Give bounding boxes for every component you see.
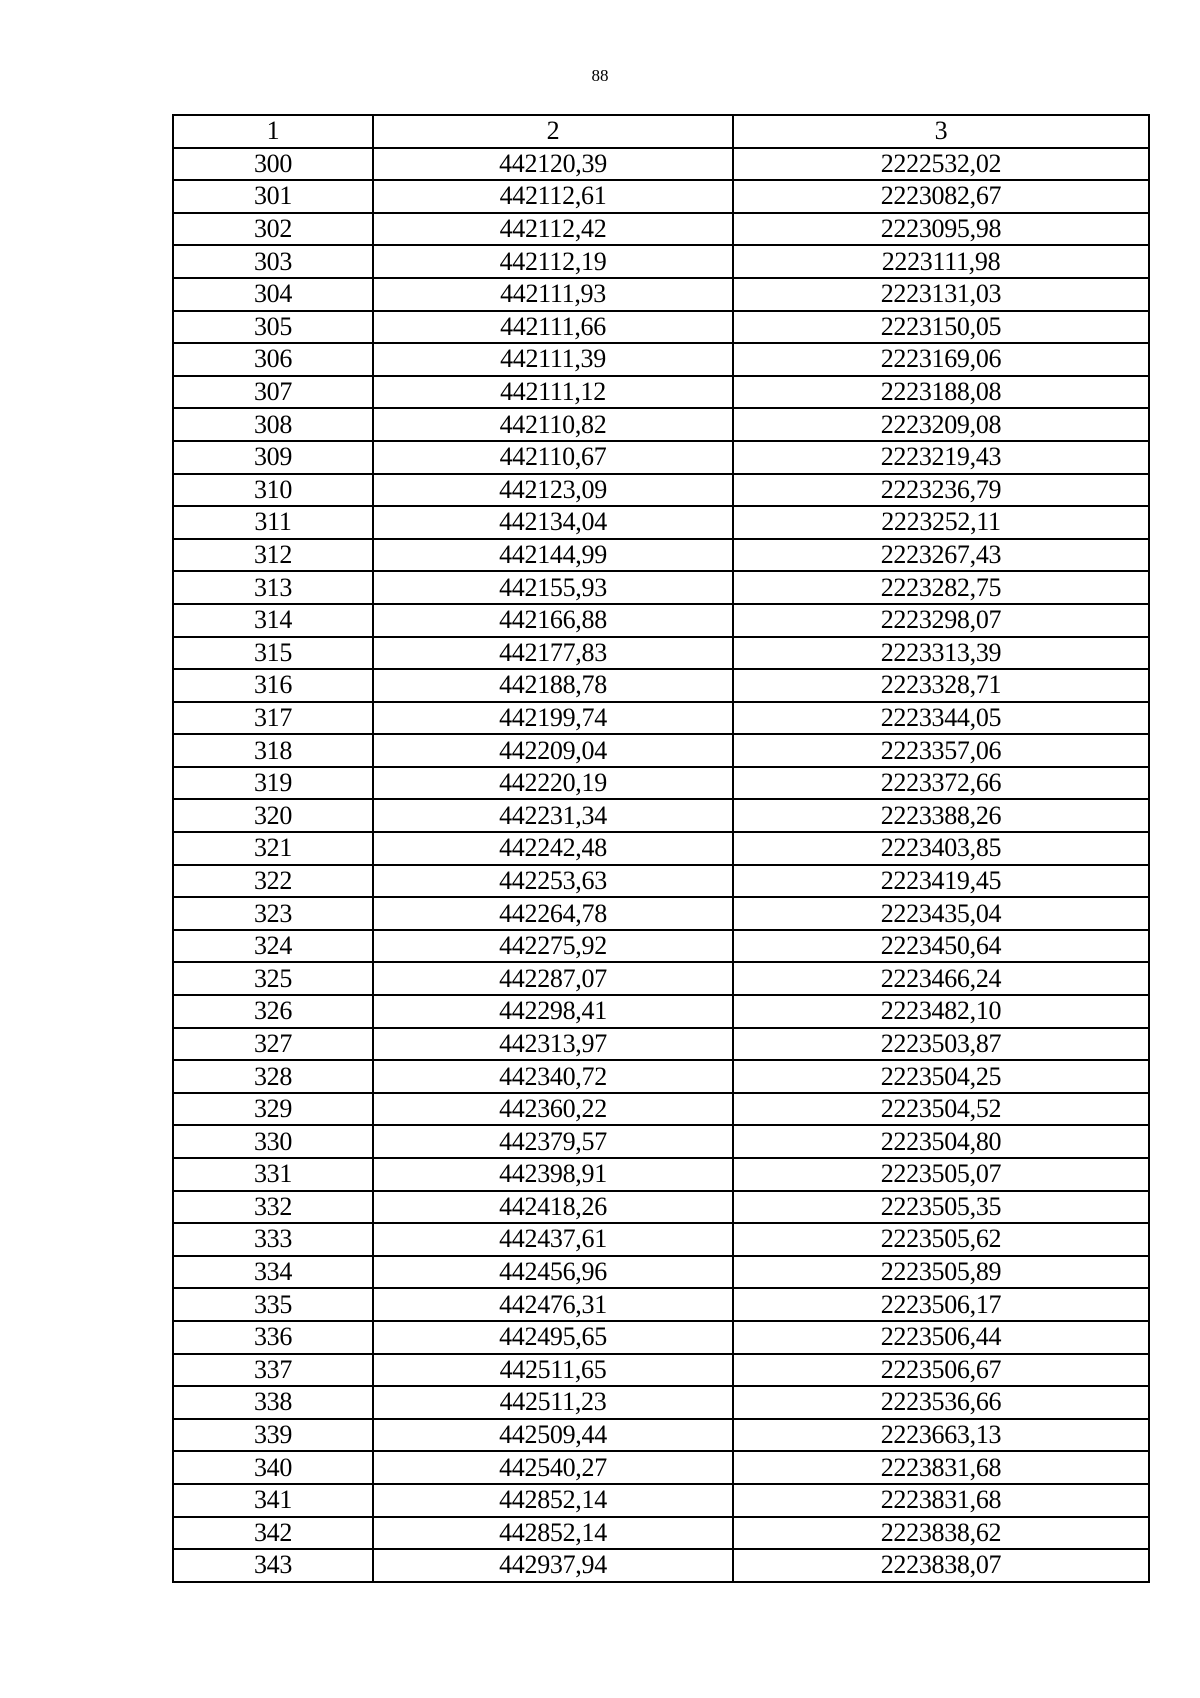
table-row [173, 1386, 1149, 1419]
y-coordinate-cell: 2223504,52 [733, 1093, 1149, 1126]
x-coordinate-cell: 442199,74 [373, 702, 733, 735]
x-coordinate-cell: 442937,94 [373, 1549, 733, 1582]
point-number-cell: 326 [173, 995, 373, 1028]
x-coordinate-cell: 442264,78 [373, 897, 733, 930]
point-number-cell: 307 [173, 376, 373, 409]
point-number-cell: 327 [173, 1028, 373, 1061]
point-number-cell: 321 [173, 832, 373, 865]
table-row [173, 278, 1149, 311]
x-coordinate-cell: 442144,99 [373, 539, 733, 572]
y-coordinate-cell: 2223188,08 [733, 376, 1149, 409]
x-coordinate-cell: 442112,61 [373, 180, 733, 213]
point-number-cell: 340 [173, 1451, 373, 1484]
point-number-cell: 336 [173, 1321, 373, 1354]
table-row [173, 669, 1149, 702]
point-number-cell: 301 [173, 180, 373, 213]
point-number-cell: 339 [173, 1419, 373, 1452]
table-row [173, 441, 1149, 474]
table-row [173, 799, 1149, 832]
point-number-cell: 312 [173, 539, 373, 572]
table-row [173, 1517, 1149, 1550]
table-row [173, 539, 1149, 572]
table-row [173, 1158, 1149, 1191]
y-coordinate-cell: 2223344,05 [733, 702, 1149, 735]
x-coordinate-cell: 442112,19 [373, 245, 733, 278]
x-coordinate-cell: 442340,72 [373, 1060, 733, 1093]
header-cell-x-coordinate: 2 [373, 115, 733, 148]
y-coordinate-cell: 2223131,03 [733, 278, 1149, 311]
page-number: 88 [591, 66, 609, 85]
point-number-cell: 309 [173, 441, 373, 474]
y-coordinate-cell: 2223209,08 [733, 408, 1149, 441]
point-number-cell: 325 [173, 962, 373, 995]
table-row [173, 1093, 1149, 1126]
point-number-cell: 334 [173, 1256, 373, 1289]
x-coordinate-cell: 442111,66 [373, 311, 733, 344]
point-number-cell: 320 [173, 799, 373, 832]
y-coordinate-cell: 2223504,25 [733, 1060, 1149, 1093]
point-number-cell: 308 [173, 408, 373, 441]
y-coordinate-cell: 2223536,66 [733, 1386, 1149, 1419]
table-row [173, 1549, 1149, 1582]
table-row [173, 474, 1149, 507]
point-number-cell: 335 [173, 1288, 373, 1321]
point-number-cell: 303 [173, 245, 373, 278]
x-coordinate-cell: 442209,04 [373, 734, 733, 767]
point-number-cell: 337 [173, 1354, 373, 1387]
y-coordinate-cell: 2223838,07 [733, 1549, 1149, 1582]
point-number-cell: 330 [173, 1125, 373, 1158]
x-coordinate-cell: 442112,42 [373, 213, 733, 246]
table-row [173, 1354, 1149, 1387]
y-coordinate-cell: 2223505,35 [733, 1191, 1149, 1224]
table-row [173, 604, 1149, 637]
table-row [173, 1321, 1149, 1354]
y-coordinate-cell: 2223506,17 [733, 1288, 1149, 1321]
table-row [173, 506, 1149, 539]
table-row [173, 376, 1149, 409]
y-coordinate-cell: 2223838,62 [733, 1517, 1149, 1550]
y-coordinate-cell: 2223482,10 [733, 995, 1149, 1028]
table-row [173, 148, 1149, 181]
y-coordinate-cell: 2223267,43 [733, 539, 1149, 572]
table-header-row [173, 115, 1149, 148]
y-coordinate-cell: 2223403,85 [733, 832, 1149, 865]
table-row [173, 962, 1149, 995]
table-row [173, 702, 1149, 735]
y-coordinate-cell: 2223504,80 [733, 1125, 1149, 1158]
table-row [173, 1484, 1149, 1517]
point-number-cell: 343 [173, 1549, 373, 1582]
point-number-cell: 300 [173, 148, 373, 181]
x-coordinate-cell: 442242,48 [373, 832, 733, 865]
point-number-cell: 314 [173, 604, 373, 637]
x-coordinate-cell: 442120,39 [373, 148, 733, 181]
table-row [173, 311, 1149, 344]
x-coordinate-cell: 442155,93 [373, 571, 733, 604]
y-coordinate-cell: 2223150,05 [733, 311, 1149, 344]
y-coordinate-cell: 2223466,24 [733, 962, 1149, 995]
x-coordinate-cell: 442111,93 [373, 278, 733, 311]
y-coordinate-cell: 2223505,07 [733, 1158, 1149, 1191]
y-coordinate-cell: 2223252,11 [733, 506, 1149, 539]
point-number-cell: 304 [173, 278, 373, 311]
x-coordinate-cell: 442379,57 [373, 1125, 733, 1158]
table-row [173, 832, 1149, 865]
point-number-cell: 323 [173, 897, 373, 930]
header-cell-point-number: 1 [173, 115, 373, 148]
x-coordinate-cell: 442134,04 [373, 506, 733, 539]
x-coordinate-cell: 442509,44 [373, 1419, 733, 1452]
table-row [173, 897, 1149, 930]
point-number-cell: 328 [173, 1060, 373, 1093]
y-coordinate-cell: 2223372,66 [733, 767, 1149, 800]
point-number-cell: 310 [173, 474, 373, 507]
table-row [173, 930, 1149, 963]
point-number-cell: 329 [173, 1093, 373, 1126]
y-coordinate-cell: 2223450,64 [733, 930, 1149, 963]
x-coordinate-cell: 442511,65 [373, 1354, 733, 1387]
x-coordinate-cell: 442287,07 [373, 962, 733, 995]
table-row [173, 1256, 1149, 1289]
table-row [173, 1125, 1149, 1158]
x-coordinate-cell: 442188,78 [373, 669, 733, 702]
point-number-cell: 302 [173, 213, 373, 246]
point-number-cell: 313 [173, 571, 373, 604]
x-coordinate-cell: 442437,61 [373, 1223, 733, 1256]
x-coordinate-cell: 442110,67 [373, 441, 733, 474]
table-row [173, 734, 1149, 767]
y-coordinate-cell: 2223328,71 [733, 669, 1149, 702]
x-coordinate-cell: 442511,23 [373, 1386, 733, 1419]
x-coordinate-cell: 442111,12 [373, 376, 733, 409]
x-coordinate-cell: 442110,82 [373, 408, 733, 441]
x-coordinate-cell: 442313,97 [373, 1028, 733, 1061]
y-coordinate-cell: 2223111,98 [733, 245, 1149, 278]
y-coordinate-cell: 2223313,39 [733, 637, 1149, 670]
y-coordinate-cell: 2223219,43 [733, 441, 1149, 474]
x-coordinate-cell: 442123,09 [373, 474, 733, 507]
point-number-cell: 342 [173, 1517, 373, 1550]
table-row [173, 865, 1149, 898]
table-row [173, 1288, 1149, 1321]
y-coordinate-cell: 2223388,26 [733, 799, 1149, 832]
table-body [173, 115, 1149, 1582]
point-number-cell: 333 [173, 1223, 373, 1256]
table-row [173, 1191, 1149, 1224]
point-number-cell: 317 [173, 702, 373, 735]
x-coordinate-cell: 442220,19 [373, 767, 733, 800]
x-coordinate-cell: 442275,92 [373, 930, 733, 963]
x-coordinate-cell: 442253,63 [373, 865, 733, 898]
coordinates-table [172, 114, 1150, 1583]
y-coordinate-cell: 2223505,62 [733, 1223, 1149, 1256]
table-row [173, 343, 1149, 376]
table-row [173, 180, 1149, 213]
y-coordinate-cell: 2223095,98 [733, 213, 1149, 246]
point-number-cell: 341 [173, 1484, 373, 1517]
x-coordinate-cell: 442418,26 [373, 1191, 733, 1224]
point-number-cell: 306 [173, 343, 373, 376]
table-row [173, 213, 1149, 246]
header-cell-y-coordinate: 3 [733, 115, 1149, 148]
point-number-cell: 319 [173, 767, 373, 800]
x-coordinate-cell: 442852,14 [373, 1484, 733, 1517]
x-coordinate-cell: 442231,34 [373, 799, 733, 832]
y-coordinate-cell: 2223082,67 [733, 180, 1149, 213]
table-row [173, 1419, 1149, 1452]
point-number-cell: 324 [173, 930, 373, 963]
table-row [173, 995, 1149, 1028]
table-row [173, 637, 1149, 670]
table-row [173, 767, 1149, 800]
y-coordinate-cell: 2223236,79 [733, 474, 1149, 507]
y-coordinate-cell: 2223506,67 [733, 1354, 1149, 1387]
table-row [173, 1028, 1149, 1061]
table-row [173, 1223, 1149, 1256]
table-row [173, 245, 1149, 278]
y-coordinate-cell: 2223357,06 [733, 734, 1149, 767]
point-number-cell: 322 [173, 865, 373, 898]
x-coordinate-cell: 442166,88 [373, 604, 733, 637]
y-coordinate-cell: 2223298,07 [733, 604, 1149, 637]
x-coordinate-cell: 442495,65 [373, 1321, 733, 1354]
y-coordinate-cell: 2223506,44 [733, 1321, 1149, 1354]
x-coordinate-cell: 442398,91 [373, 1158, 733, 1191]
x-coordinate-cell: 442476,31 [373, 1288, 733, 1321]
y-coordinate-cell: 2223419,45 [733, 865, 1149, 898]
point-number-cell: 332 [173, 1191, 373, 1224]
y-coordinate-cell: 2223169,06 [733, 343, 1149, 376]
y-coordinate-cell: 2223503,87 [733, 1028, 1149, 1061]
table-row [173, 1060, 1149, 1093]
y-coordinate-cell: 2223505,89 [733, 1256, 1149, 1289]
x-coordinate-cell: 442298,41 [373, 995, 733, 1028]
point-number-cell: 331 [173, 1158, 373, 1191]
y-coordinate-cell: 2223831,68 [733, 1451, 1149, 1484]
table-row [173, 408, 1149, 441]
x-coordinate-cell: 442852,14 [373, 1517, 733, 1550]
y-coordinate-cell: 2222532,02 [733, 148, 1149, 181]
point-number-cell: 316 [173, 669, 373, 702]
y-coordinate-cell: 2223663,13 [733, 1419, 1149, 1452]
table-row [173, 1451, 1149, 1484]
point-number-cell: 318 [173, 734, 373, 767]
point-number-cell: 338 [173, 1386, 373, 1419]
y-coordinate-cell: 2223831,68 [733, 1484, 1149, 1517]
x-coordinate-cell: 442456,96 [373, 1256, 733, 1289]
table-row [173, 571, 1149, 604]
point-number-cell: 315 [173, 637, 373, 670]
y-coordinate-cell: 2223282,75 [733, 571, 1149, 604]
x-coordinate-cell: 442540,27 [373, 1451, 733, 1484]
point-number-cell: 305 [173, 311, 373, 344]
y-coordinate-cell: 2223435,04 [733, 897, 1149, 930]
point-number-cell: 311 [173, 506, 373, 539]
x-coordinate-cell: 442177,83 [373, 637, 733, 670]
x-coordinate-cell: 442111,39 [373, 343, 733, 376]
x-coordinate-cell: 442360,22 [373, 1093, 733, 1126]
